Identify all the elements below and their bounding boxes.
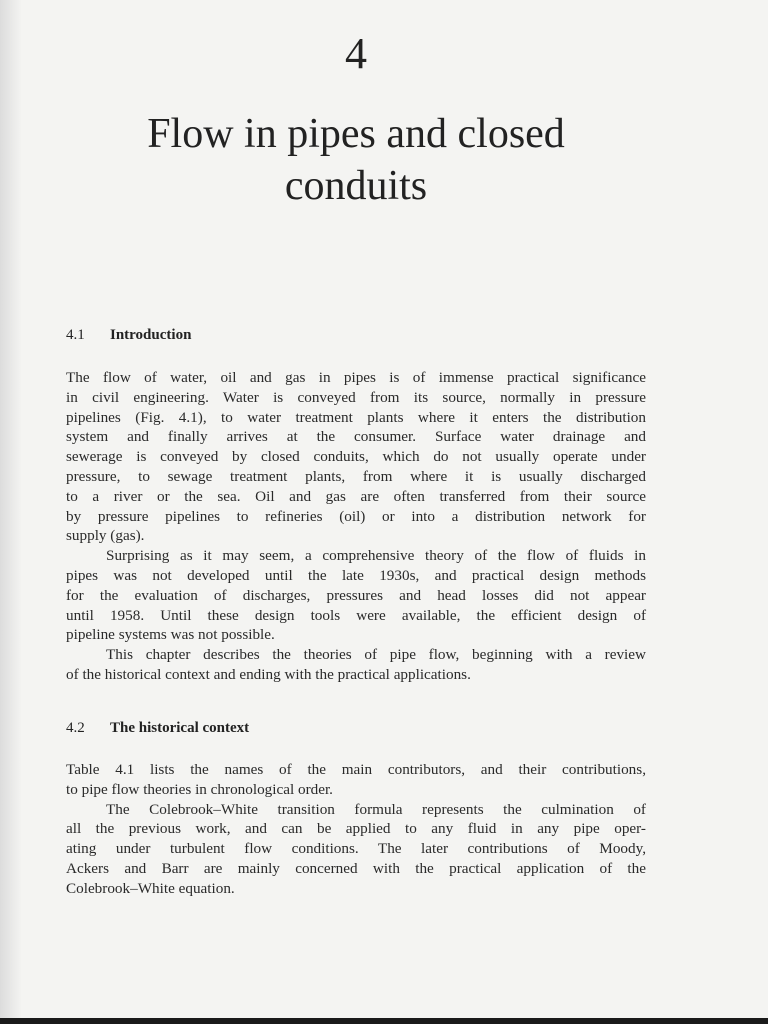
section-heading-historical-context <box>66 720 249 737</box>
paragraph <box>66 800 646 899</box>
paragraph <box>66 368 646 546</box>
text-line: sewerage is conveyed by closed conduits, which do not usually operate under <box>66 448 646 466</box>
text-line: pressure, to sewage treatment plants, from where it is usually discharged <box>66 467 646 485</box>
text-line: in civil engineering. Water is conveyed from its source, normally in pressure <box>66 388 646 406</box>
paragraph <box>66 546 646 645</box>
section-title: The historical context <box>110 720 250 736</box>
text-line: supply (gas). <box>66 527 145 545</box>
text-line: Ackers and Barr are mainly concerned with the practical application of the <box>66 859 646 877</box>
text-line: ating under turbulent flow conditions. The later contributions of Moody, <box>66 840 646 858</box>
page-bottom-edge <box>0 1018 768 1024</box>
text-line: pipelines (Fig. 4.1), to water treatment plants where it enters the distribution <box>66 408 646 426</box>
chapter-title <box>0 108 712 212</box>
text-line: Colebrook–White equation. <box>66 879 235 897</box>
section-number: 4.2 <box>66 720 85 736</box>
text-line: all the previous work, and can be applied to any fluid in any pipe oper- <box>66 820 646 838</box>
text-line: The flow of water, oil and gas in pipes is of immense practical significance <box>66 369 646 386</box>
text-line: system and finally arrives at the consumer. Surface water drainage and <box>66 428 646 446</box>
text-line: This chapter describes the theories of pipe flow, beginning with a review <box>106 646 646 664</box>
paragraph <box>66 760 646 800</box>
chapter-title-line-2: conduits <box>284 163 428 209</box>
section-body-introduction <box>66 368 646 685</box>
paragraph <box>66 645 646 685</box>
text-line: Table 4.1 lists the names of the main contributors, and their contributions, <box>66 761 646 778</box>
text-line: for the evaluation of discharges, pressures and head losses did not appear <box>66 586 646 604</box>
section-number: 4.1 <box>66 327 85 343</box>
section-body-historical-context <box>66 760 646 899</box>
text-line: to a river or the sea. Oil and gas are often transferred from their source <box>66 487 646 505</box>
text-line: of the historical context and ending with the practical applications. <box>66 665 471 683</box>
section-heading-introduction <box>66 327 191 344</box>
chapter-title-line-1: Flow in pipes and closed <box>147 111 565 157</box>
text-line: to pipe flow theories in chronological order. <box>66 780 333 798</box>
section-title: Introduction <box>110 327 192 343</box>
text-line: pipeline systems was not possible. <box>66 626 275 644</box>
text-line: pipes was not developed until the late 1930s, and practical design methods <box>66 566 646 584</box>
text-line: by pressure pipelines to refineries (oil) or into a distribution network for <box>66 507 646 525</box>
chapter-number: 4 <box>345 29 367 78</box>
text-line: The Colebrook–White transition formula represents the culmination of <box>106 800 646 818</box>
text-line: until 1958. Until these design tools were available, the efficient design of <box>66 606 646 624</box>
text-line: Surprising as it may seem, a comprehensive theory of the flow of fluids in <box>106 547 646 565</box>
